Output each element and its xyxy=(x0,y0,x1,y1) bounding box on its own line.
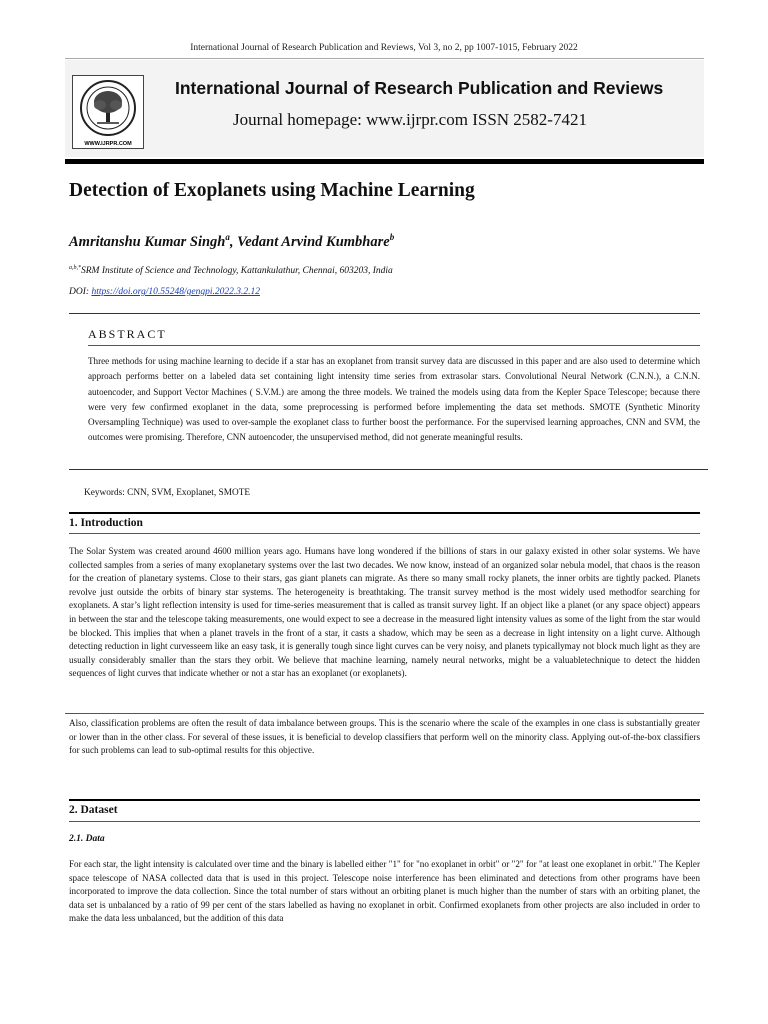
abstract-heading-rule xyxy=(88,345,700,346)
abstract-bottom-rule xyxy=(69,469,708,470)
keywords: Keywords: CNN, SVM, Exoplanet, SMOTE xyxy=(84,488,251,498)
journal-masthead xyxy=(65,60,704,157)
journal-homepage-issn: Journal homepage: www.ijrpr.com ISSN 2582-7421 xyxy=(233,110,587,129)
journal-logo xyxy=(72,75,144,149)
section-underline xyxy=(69,533,700,534)
introduction-paragraph: The Solar System was created around 4600 million years ago. Humans have long wondered if the billions of stars in our galaxy existed in other solar systems. We have collected samples from a series of many exoplanetary systems over the last two decades. We now know, instead of an organized solar nebula model, that chaos is the reason for the creation of planetary systems. Close to their stars, gas giant planets can migrate. As there so many small rocky planets, the inner orbits are tightly packed. Planets revolve just outside the orbits of binary star systems. The heterogeneity is breathtaking. The transit survey method is the most widely used methodfor searching for exoplanets. A star’s light reflection intensity is used for time-series measurement that is called as transit survey light. If an object like a planet (or any space object) appears in between the star and the telescope taking measurements, one would expect to see a decrease in the measured light intensity values as some of the light from the star would be blocked. This implies that when a planet travels in the front of a star, it casts a shadow, which may be seen as a decrease in light intensity on a light curve. Although detecting reduction in light curvesseem like an easy task, it is generally tough since light curves can be very noisy, and planets typicallymay not block much light as they are usually considerably smaller than the stars they orbit. We believe that machine learning, namely neural networks, might be a valuabletechnique to detect the hidden sequences of light curves that indicate whether or not a star has an exoplanet (or exoplanets). xyxy=(69,546,700,679)
author-affiliation-mark: b xyxy=(389,232,395,242)
masthead-bottom-rule xyxy=(65,159,704,164)
subsection-heading-data: 2.1. Data xyxy=(69,834,105,844)
running-head: International Journal of Research Publication and Reviews, Vol 3, no 2, pp 1007-1015, February 2022 xyxy=(190,43,578,53)
section-underline xyxy=(69,821,700,822)
section-rule xyxy=(69,512,700,514)
section-heading-dataset: 2. Dataset xyxy=(69,804,118,816)
doi-label: DOI: xyxy=(69,287,92,297)
abstract-text: Three methods for using machine learning to decide if a star has an exoplanet from transit survey data are discussed in this paper and are also used to determine which approach performs better on a labeled data set containing light intensity time series from extrasolar stars. Convolutional Neural Network (C.N.N.), a C.N.N. autoencoder, and Support Vector Machines ( S.V.M.) are among the three models. We trained the models using data from the Kepler Space Telescope; because there were very few confirmed exoplanet in the data, some preprocessing is performed before implementing the data set methods. SMOTE (Synthetic Minority Oversampling Technique) was used to over-sample the exoplanet class to further boost the performance. For the supervised learning approaches, CNN and SVM, the outcomes were promising. Therefore, CNN autoencoder, the unsupervised method, did not generate meaningful results. xyxy=(88,356,700,443)
column-break-rule xyxy=(65,713,704,714)
author-separator: , xyxy=(229,233,238,250)
journal-name: International Journal of Research Publication and Reviews xyxy=(175,78,664,98)
author-list xyxy=(69,232,394,251)
abstract-top-rule xyxy=(69,313,700,314)
author-name: Vedant Arvind Kumbhare xyxy=(237,233,390,250)
data-paragraph: For each star, the light intensity is calculated over time and the binary is labelled either "1" for "no exoplanet in orbit" or "2" for "at least one exoplanet in orbit." The Kepler space telescope of NASA collected data that is used in this project. Telescope noise interference has been eliminated and detections from other programs have been incorporated to improve the data collection. Since the total number of stars without an orbiting planet is much higher than the number of stars with an orbiting planet, the data set is unbalanced by a ratio of 99 per cent of the stars labelled as having no exoplanet in orbit. Confirmed exoplanets from other projects are also included in order to make the data less unbalanced, but the addition of this data xyxy=(69,859,700,924)
paper-title: Detection of Exoplanets using Machine Learning xyxy=(69,180,475,201)
abstract-heading: ABSTRACT xyxy=(88,327,167,341)
affiliation-text: SRM Institute of Science and Technology, Kattankulathur, Chennai, 603203, India xyxy=(81,266,393,277)
section-heading-introduction: 1. Introduction xyxy=(69,517,143,529)
header-divider xyxy=(65,58,704,59)
affiliation xyxy=(69,265,393,276)
logo-caption: WWW.IJRPR.COM xyxy=(84,141,132,147)
section-rule xyxy=(69,799,700,801)
author-name: Amritanshu Kumar Singh xyxy=(69,233,226,250)
affiliation-mark: a,b,* xyxy=(69,265,81,271)
doi-line xyxy=(69,287,260,297)
tree-seal-icon xyxy=(73,76,143,148)
doi-link[interactable]: https://doi.org/10.55248/gengpi.2022.3.2.12 xyxy=(91,287,260,297)
author-affiliation-mark: a xyxy=(225,232,230,242)
introduction-paragraph: Also, classification problems are often the result of data imbalance between groups. This is the scenario where the scale of the examples in one class is substantially greater or lower than in the other class. For several of these issues, it is beneficial to develop classifiers that perform well on the minority class. Applying out-of-the-box classifiers for such problems can lead to sub-optimal results for this objective. xyxy=(69,718,700,756)
